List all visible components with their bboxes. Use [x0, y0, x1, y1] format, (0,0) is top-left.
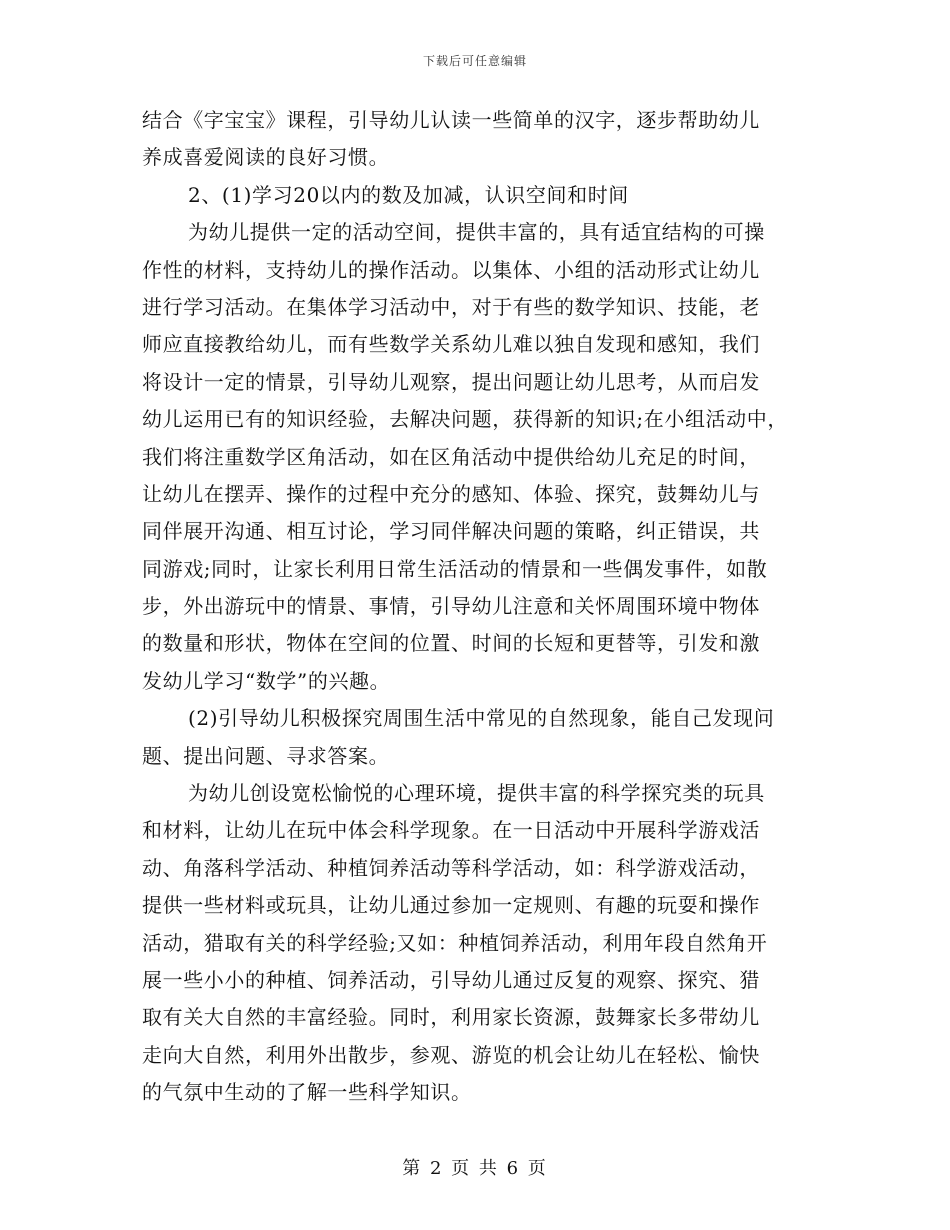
text-line: 2、(1)学习20以内的数及加减，认识空间和时间	[188, 182, 629, 207]
text-line: 的数量和形状，物体在空间的位置、时间的长短和更替等，引发和激	[142, 631, 760, 656]
text-line: 我们将注重数学区角活动，如在区角活动中提供给幼儿充足的时间，	[142, 444, 760, 469]
text-line: 发幼儿学习“数学”的兴趣。	[142, 668, 391, 693]
text-line: 步，外出游玩中的情景、事情，引导幼儿注意和关怀周围环境中物体	[142, 594, 760, 619]
text-line: 为幼儿创设宽松愉悦的心理环境，提供丰富的科学探究类的玩具	[188, 781, 765, 806]
text-line: 同游戏;同时，让家长利用日常生活活动的情景和一些偶发事件，如散	[142, 556, 768, 581]
text-line: 让幼儿在摆弄、操作的过程中充分的感知、体验、探究，鼓舞幼儿与	[142, 481, 760, 506]
text-line: 展一些小小的种植、饲养活动，引导幼儿通过反复的观察、探究、猎	[142, 967, 760, 992]
text-line: 走向大自然，利用外出散步，参观、游览的机会让幼儿在轻松、愉快	[142, 1042, 760, 1067]
document-body	[142, 102, 822, 1112]
text-line: 结合《字宝宝》课程，引导幼儿认读一些简单的汉字，逐步帮助幼儿	[142, 108, 760, 132]
text-line: 幼儿运用已有的知识经验，去解决问题，获得新的知识;在小组活动中，	[142, 407, 788, 432]
text-line: 为幼儿提供一定的活动空间，提供丰富的，具有适宜结构的可操	[188, 220, 765, 245]
text-line: 动、角落科学活动、种植饲养活动等科学活动，如：科学游戏活动，	[142, 855, 760, 880]
text-line: 取有关大自然的丰富经验。同时，利用家长资源，鼓舞家长多带幼儿	[142, 1005, 760, 1030]
text-line: 提供一些材料或玩具，让幼儿通过参加一定规则、有趣的玩耍和操作	[142, 893, 760, 918]
text-line: 师应直接教给幼儿，而有些数学关系幼儿难以独自发现和感知，我们	[142, 332, 760, 357]
text-line: 的气氛中生动的了解一些科学知识。	[142, 1080, 472, 1105]
text-line: 和材料，让幼儿在玩中体会科学现象。在一日活动中开展科学游戏活	[142, 818, 760, 843]
text-line: 作性的材料，支持幼儿的操作活动。以集体、小组的活动形式让幼儿	[142, 257, 760, 282]
text-line: 将设计一定的情景，引导幼儿观察，提出问题让幼儿思考，从而启发	[142, 369, 760, 394]
text-line: 同伴展开沟通、相互讨论，学习同伴解决问题的策略，纠正错误，共	[142, 519, 760, 544]
text-line: 养成喜爱阅读的良好习惯。	[142, 145, 390, 170]
page-header: 下载后可任意编辑	[422, 54, 527, 68]
text-line: 题、提出问题、寻求答案。	[142, 743, 390, 768]
text-line: 进行学习活动。在集体学习活动中，对于有些的数学知识、技能，老	[142, 294, 760, 319]
text-line: 活动，猎取有关的科学经验;又如：种植饲养活动，利用年段自然角开	[142, 930, 768, 955]
page-number-footer: 第 2 页 共 6 页	[402, 1158, 548, 1179]
text-line: (2)引导幼儿积极探究周围生活中常见的自然现象，能自己发现问	[188, 706, 775, 731]
